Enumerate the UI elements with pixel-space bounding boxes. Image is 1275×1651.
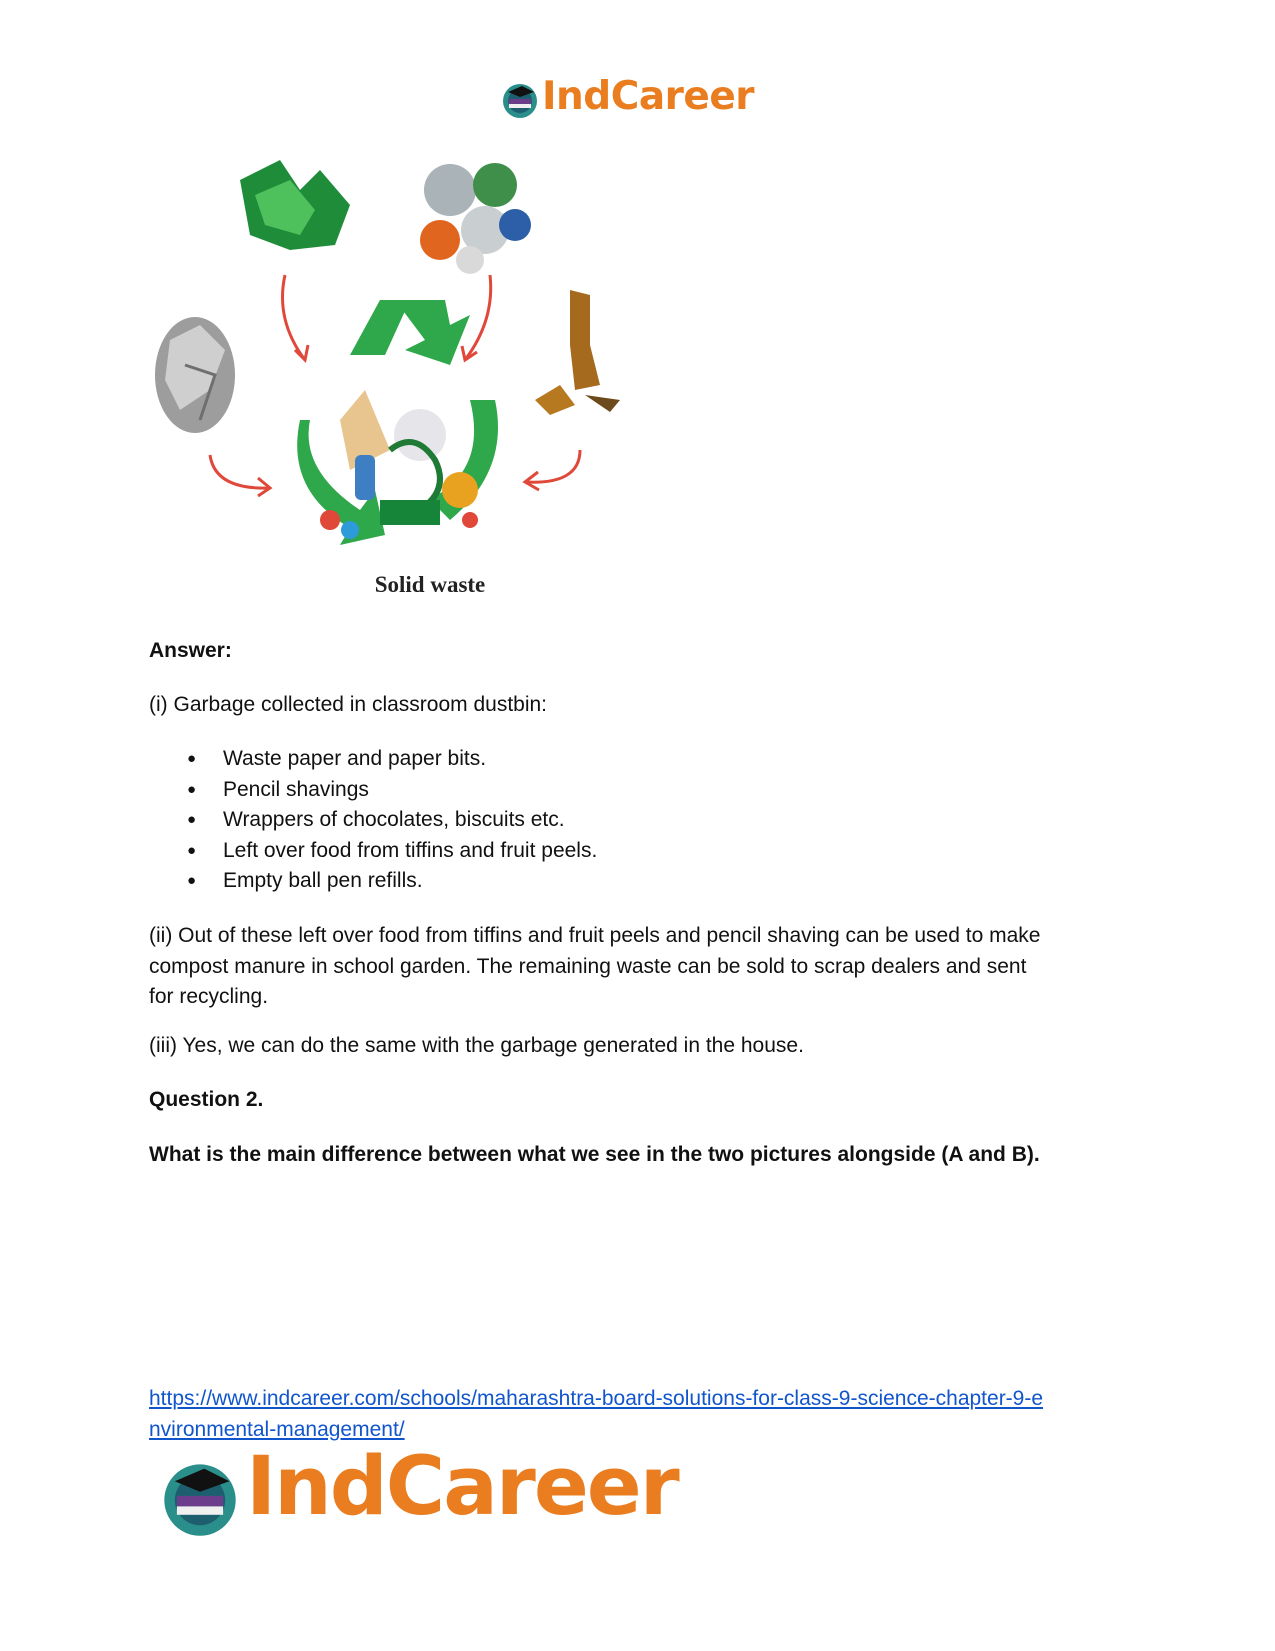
source-link[interactable]: https://www.indcareer.com/schools/maharashtra-board-solutions-for-class-9-science-chapter-9-e nvironmental-management/ — [149, 1387, 1044, 1441]
list-item: ● Waste paper and paper bits. — [149, 744, 597, 775]
indcareer-logo-top — [500, 74, 770, 128]
crumpled-foil-icon — [155, 317, 235, 433]
globe-graduate-icon — [158, 1456, 242, 1540]
crushed-bottle-icon — [240, 160, 350, 250]
solid-waste-figure — [150, 150, 670, 610]
bullet-icon: ● — [187, 811, 197, 828]
logo-wordmark: IndCareer — [542, 74, 754, 119]
globe-graduate-icon — [500, 80, 540, 120]
answer-intro: (i) Garbage collected in classroom dustbin: — [149, 693, 548, 716]
bullet-icon: ● — [187, 841, 197, 859]
bullet-icon: ● — [187, 872, 197, 889]
list-item: ● Empty ball pen refills. — [149, 866, 597, 897]
indcareer-logo-bottom — [158, 1440, 698, 1550]
list-item: ● Left over food from tiffins and fruit peels. — [149, 836, 597, 867]
logo-wordmark: IndCareer — [246, 1440, 678, 1534]
question-text: What is the main difference between what we see in the two pictures alongside (A and B). — [149, 1143, 1040, 1166]
answer-paragraph-ii: (ii) Out of these left over food from tiffins and fruit peels and pencil shaving can be used to make compost manure in school garden. The remaining waste can be sold to scrap dealers and sent for recycling. — [149, 924, 1041, 1008]
list-item: ● Pencil shavings — [149, 775, 597, 806]
figure-caption: Solid waste — [374, 572, 486, 597]
crushed-cans-icon — [420, 163, 531, 274]
list-item: ● Wrappers of chocolates, biscuits etc. — [149, 805, 597, 836]
answer-heading: Answer: — [149, 639, 232, 662]
bullet-icon: ● — [187, 750, 197, 767]
arrow-icon — [210, 455, 270, 488]
broken-bottle-icon — [535, 290, 620, 415]
question-heading: Question 2. — [149, 1088, 264, 1111]
answer-paragraph-iii: (iii) Yes, we can do the same with the garbage generated in the house. — [149, 1034, 804, 1057]
garbage-list — [149, 744, 597, 897]
bullet-icon: ● — [187, 780, 197, 798]
recycle-illustration — [150, 150, 670, 570]
arrow-icon — [283, 275, 306, 360]
